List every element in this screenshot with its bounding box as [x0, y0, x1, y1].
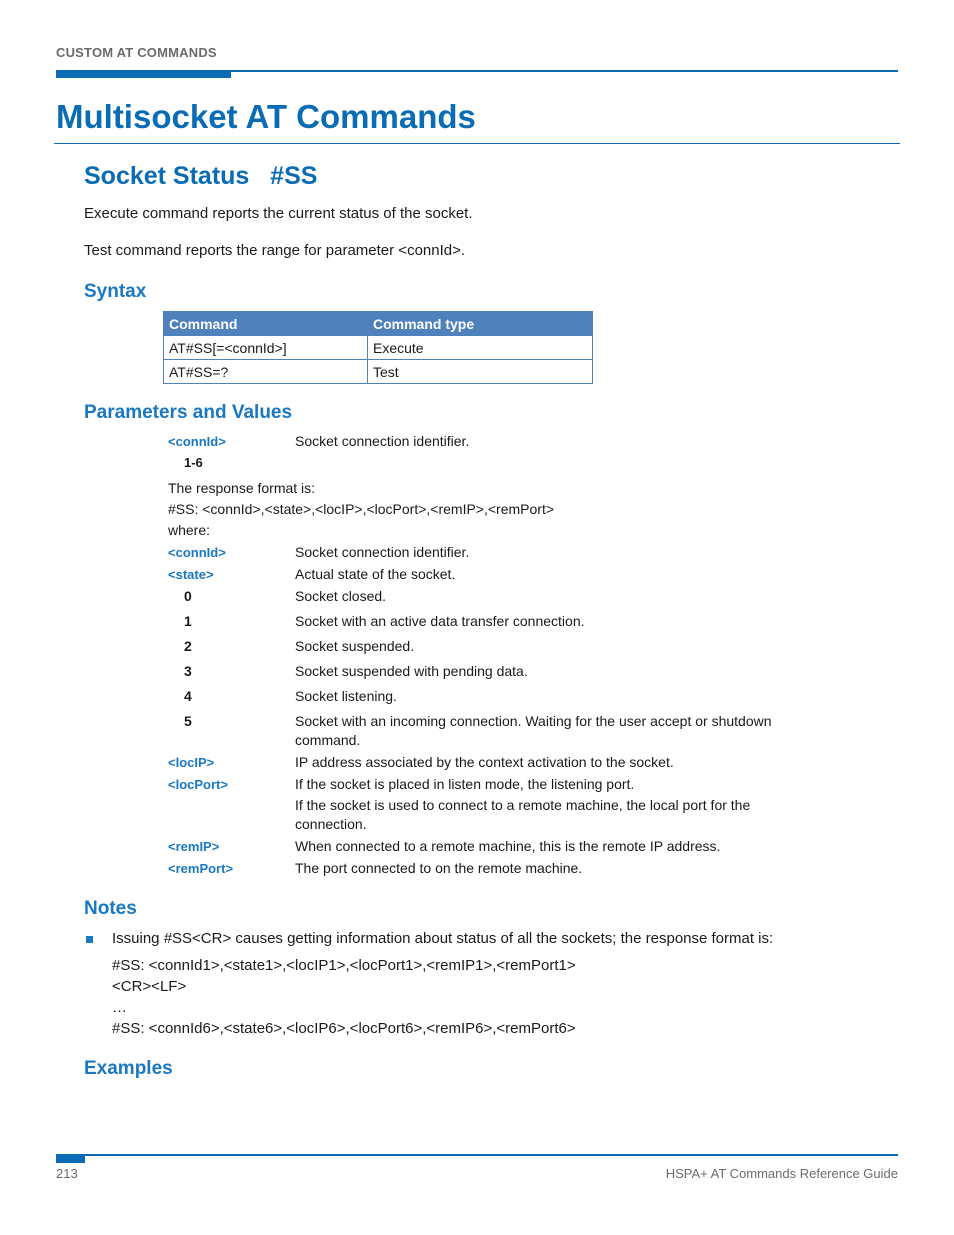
param-key-connid-2: <connId> [168, 545, 226, 560]
table-row [164, 336, 593, 360]
state-value-5: 5 [184, 713, 192, 729]
param-key-locport: <locPort> [168, 777, 228, 792]
param-desc-state: Actual state of the socket. [295, 566, 456, 582]
response-where: where: [168, 522, 211, 538]
footer-rule-accent [56, 1154, 85, 1163]
response-intro: The response format is: [168, 480, 316, 496]
note-format-line: #SS: <connId1>,<state1>,<locIP1>,<locPort1>,<remIP1>,<remPort1> [112, 957, 576, 974]
param-desc-connid-2: Socket connection identifier. [295, 544, 470, 560]
parameters-heading: Parameters and Values [84, 402, 293, 423]
param-desc-connid: Socket connection identifier. [295, 433, 470, 449]
state-value-4: 4 [184, 688, 192, 704]
state-desc-3: Socket suspended with pending data. [295, 663, 528, 679]
examples-heading: Examples [84, 1058, 173, 1079]
table-cell: AT#SS[=<connId>] [164, 336, 368, 360]
response-format: #SS: <connId>,<state>,<locIP>,<locPort>,<remIP>,<remPort> [168, 501, 555, 517]
param-key-state: <state> [168, 567, 214, 582]
param-desc-locport-connect: If the socket is used to connect to a remote machine, the local port for the connection. [295, 797, 751, 832]
column-header-command: Command [164, 312, 368, 336]
note-format-line: <CR><LF> [112, 978, 187, 995]
table-cell: AT#SS=? [164, 360, 368, 384]
state-desc-5: Socket with an incoming connection. Waiting for the user accept or shutdown command. [295, 713, 772, 748]
state-value-2: 2 [184, 638, 192, 654]
state-desc-1: Socket with an active data transfer connection. [295, 613, 585, 629]
footer-rule [56, 1154, 898, 1156]
note-format-line: … [112, 999, 127, 1016]
state-desc-4: Socket listening. [295, 688, 397, 704]
syntax-table [163, 311, 593, 384]
note-bullet-text: Issuing #SS<CR> causes getting information about status of all the sockets; the response format is: [112, 930, 774, 947]
state-desc-0: Socket closed. [295, 588, 387, 604]
note-format-line: #SS: <connId6>,<state6>,<locIP6>,<locPort6>,<remIP6>,<remPort6> [112, 1020, 576, 1037]
header-rule-accent [56, 70, 231, 78]
param-key-connid: <connId> [168, 434, 226, 449]
table-cell: Test [368, 360, 593, 384]
column-header-command-type: Command type [368, 312, 593, 336]
bullet-square-icon [86, 936, 93, 943]
param-desc-remip: When connected to a remote machine, this is the remote IP address. [295, 838, 721, 854]
param-range-connid: 1-6 [184, 455, 203, 470]
syntax-heading: Syntax [84, 281, 147, 302]
param-key-remport: <remPort> [168, 861, 234, 876]
state-value-1: 1 [184, 613, 192, 629]
param-desc-remport: The port connected to on the remote machine. [295, 860, 583, 876]
syntax-table-header [164, 312, 593, 336]
intro-execute: Execute command reports the current status of the socket. [84, 205, 473, 222]
param-desc-locport-listen: If the socket is placed in listen mode, the listening port. [295, 776, 635, 792]
state-value-0: 0 [184, 588, 192, 604]
table-cell: Execute [368, 336, 593, 360]
chapter-title-rule [54, 143, 900, 144]
param-desc-locip: IP address associated by the context activation to the socket. [295, 754, 674, 770]
state-value-3: 3 [184, 663, 192, 679]
notes-heading: Notes [84, 898, 137, 919]
page-number: 213 [56, 1166, 78, 1181]
running-header: CUSTOM AT COMMANDS [56, 45, 217, 60]
section-title: Socket Status #SS [84, 162, 318, 190]
footer-doc-title: HSPA+ AT Commands Reference Guide [665, 1166, 898, 1181]
param-key-locip: <locIP> [168, 755, 215, 770]
intro-test: Test command reports the range for parameter <connId>. [84, 242, 466, 259]
chapter-title: Multisocket AT Commands [56, 98, 476, 135]
state-desc-2: Socket suspended. [295, 638, 415, 654]
table-row [164, 360, 593, 384]
param-key-remip: <remIP> [168, 839, 220, 854]
